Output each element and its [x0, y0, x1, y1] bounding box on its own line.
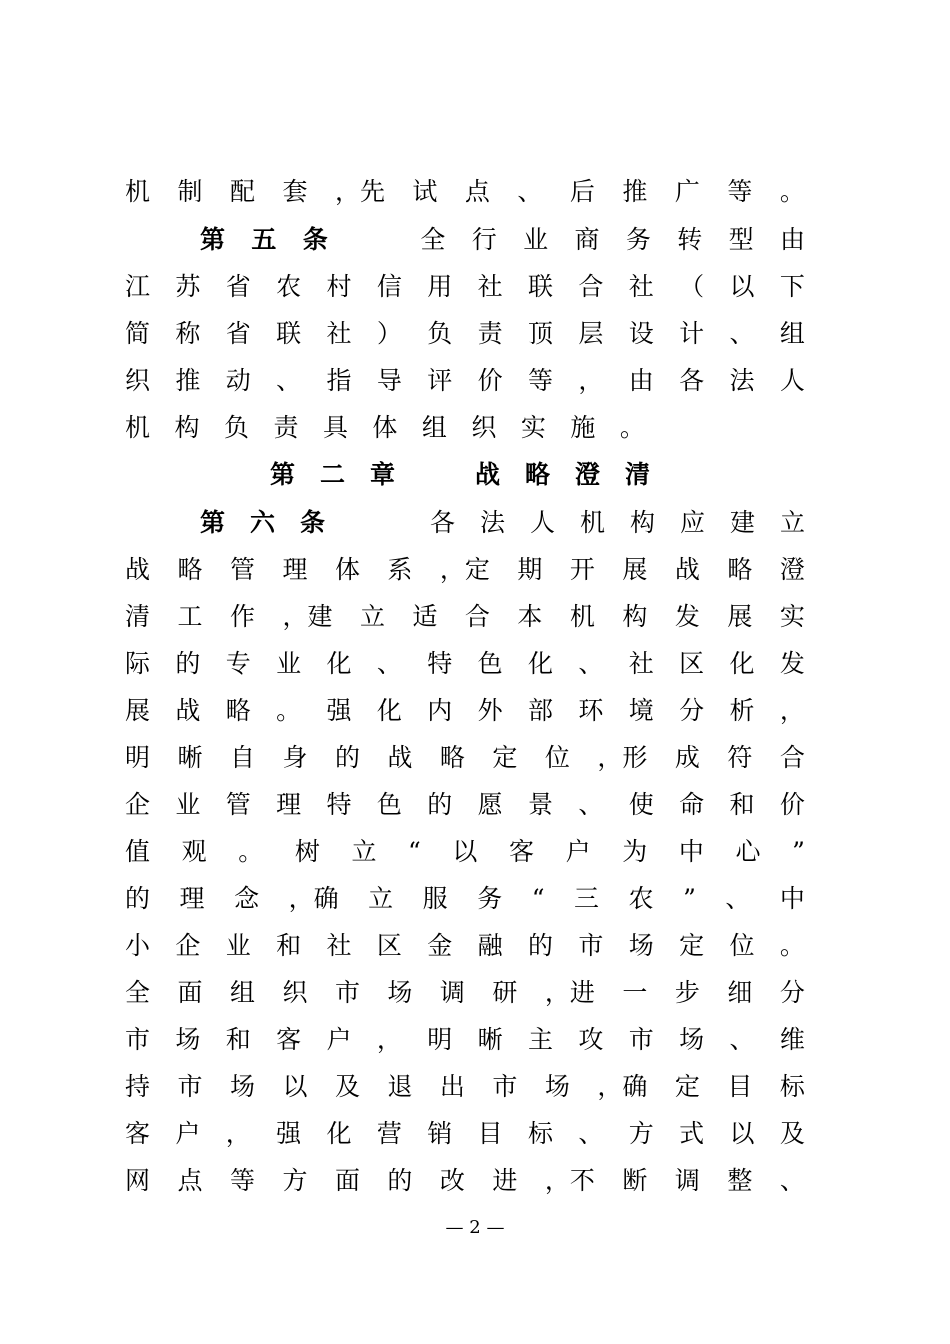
article-5-heading-line: 第 五 条 全 行 业 商 务 转 型 由: [200, 225, 805, 254]
text-line-22: 网 点 等 方 面 的 改 进 ，不 断 调 整 、: [125, 1166, 805, 1195]
text-line-19: 市 场 和 客 户 ， 明 晰 主 攻 市 场 、 维: [125, 1025, 805, 1054]
chapter-2-heading: 第 二 章 战 略 澄 清: [270, 460, 650, 489]
text-line-10: 清 工 作 ，建 立 适 合 本 机 构 发 展 实: [125, 602, 805, 631]
text-line-14: 企 业 管 理 特 色 的 愿 景 、 使 命 和 价: [125, 790, 805, 819]
text-line-15: 值 观 。 树 立 “ 以 客 户 为 中 心 ”: [125, 837, 805, 866]
text-line-16: 的 理 念 ，确 立 服 务 “ 三 农 ” 、 中: [125, 884, 805, 913]
article-6-heading-line: 第 六 条 各 法 人 机 构 应 建 立: [200, 508, 805, 537]
text-line-13: 明 晰 自 身 的 战 略 定 位 ，形 成 符 合: [125, 743, 805, 772]
text-line-5: 织 推 动 、 指 导 评 价 等 ， 由 各 法 人: [125, 366, 805, 395]
text-line-11: 际 的 专 业 化 、 特 色 化 、 社 区 化 发: [125, 649, 805, 678]
text-line-6: 机 构 负 责 具 体 组 织 实 施 。: [125, 413, 645, 442]
text-line-12: 展 战 略 。 强 化 内 外 部 环 境 分 析 ，: [125, 696, 805, 725]
text-line-9: 战 略 管 理 体 系 ，定 期 开 展 战 略 澄: [125, 555, 805, 584]
text-line-18: 全 面 组 织 市 场 调 研 ，进 一 步 细 分: [125, 978, 805, 1007]
text-line-3: 江 苏 省 农 村 信 用 社 联 合 社 （ 以 下: [125, 272, 805, 301]
page-number: — 2 —: [445, 1217, 505, 1238]
text-line-4: 简 称 省 联 社 ） 负 责 顶 层 设 计 、 组: [125, 319, 805, 348]
text-line-20: 持 市 场 以 及 退 出 市 场 ，确 定 目 标: [125, 1072, 805, 1101]
text-line-21: 客 户 ， 强 化 营 销 目 标 、 方 式 以 及: [125, 1119, 805, 1148]
text-line-1: 机 制 配 套 ，先 试 点 、 后 推 广 等 。: [125, 177, 805, 206]
text-line-17: 小 企 业 和 社 区 金 融 的 市 场 定 位 。: [125, 931, 805, 960]
